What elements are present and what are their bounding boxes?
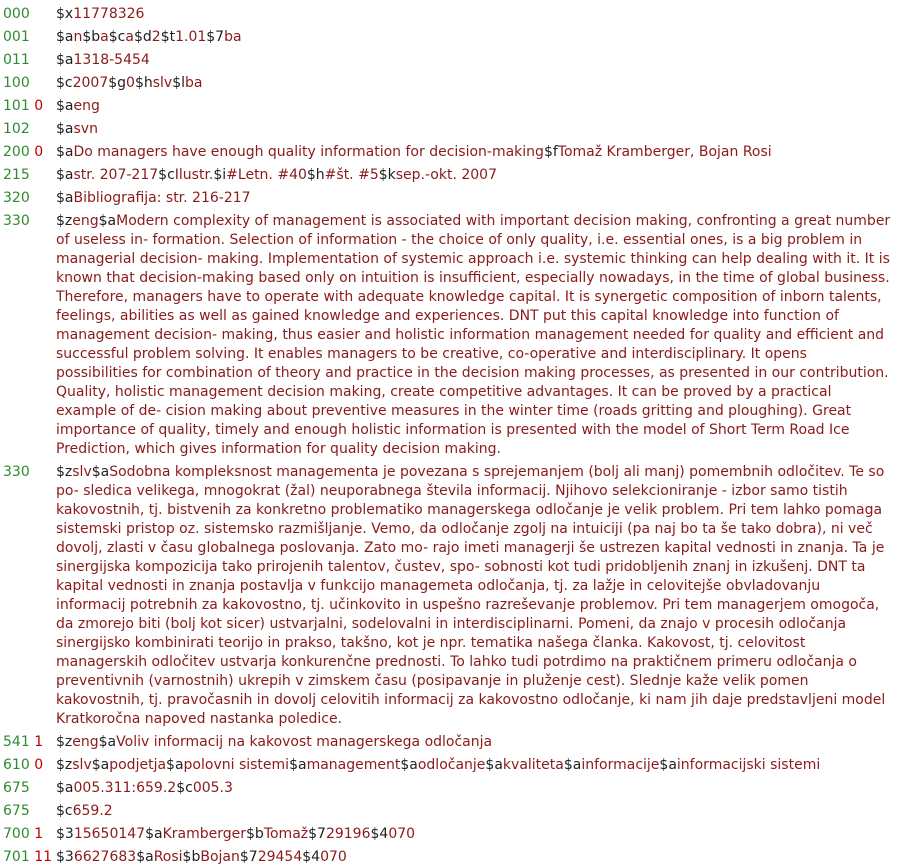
- field-indicator: 0: [34, 144, 44, 160]
- subfield-code: $h: [134, 75, 153, 91]
- field-tag-cell: [0, 779, 56, 798]
- subfield-code: $7: [206, 29, 225, 45]
- field-indicator: 0: [34, 98, 44, 114]
- subfield-value: 659.2: [72, 803, 113, 819]
- subfield-value: Sodobna kompleksnost managementa je povezana s sprejemanjem (bolj ali manj) pomembnih odločitev. Te so po- sledica velikega, mnogokrat (žal) neuporabnega števila informacij. Njihovo selekcioniranje - izbor samo tistih kakovostnih, tj. bistvenih za konkretno problematiko managerskega odločanje je velik problem. Pri tem lahko pomaga sistemski pristop oz. sistemsko razmišljanje. Vemo, da odločanje zgolj na intuiciji (pa naj bo ta še tako dobra), ni več dovolj, zlasti v času globalnega poslovanja. Zato mo- rajo imeti managerji še ustrezen kapital vednosti in znanja. Ta je sinergijska kompozicija tako prirojenih talentov, čustev, spo- sobnosti kot tudi pridobljenih znanj in izkušenj. DNT ta kapital vednosti in znanja postavlja v funkcijo managemeta odločanja, tj. za lažje in celovitejše obvladovanju informacij potrebnih za kakovostno, tj. učinkovito in uspešno razreševanje problemov. Pri tem managerjem omogoča, da zmorejo biti (bolj kot sicer) ustvarjalni, sodelovalni in interdisciplinarni. Pomeni, da znajo v procesih odločanja sinergijsko kombinirati teorijo in prakso, takšno, kot je npr. tematika našega članka. Kakovost, tj. celovitost managerskih odločitev ustvarja konkurenčne prednosti. To lahko tudi potrdimo na praktičnem primeru odločanja o preventivnih (varnostnih) ukrepih v zimskem času (posipavanje in pluženje cest). Slednje kaže velik pomen kakovostnih, tj. pravočasnih in dovolj celovitih informacij za kakovostno odločanje, ki nam jih daje predstavljeni model Kratkoročna napoved nastanka poledice.: [56, 464, 886, 727]
- field-content: [56, 779, 892, 798]
- subfield-code: $4: [302, 849, 321, 865]
- field-content: [56, 143, 892, 162]
- subfield-code: $a: [56, 121, 74, 137]
- field-tag: 320: [3, 190, 30, 206]
- subfield-value: 11778326: [73, 6, 145, 22]
- field-tag: 215: [3, 167, 30, 183]
- field-tag-cell: [0, 143, 56, 162]
- field-tag: 102: [3, 121, 30, 137]
- marc-field-100: [0, 74, 900, 93]
- field-tag: 701: [3, 849, 30, 865]
- subfield-value: a: [100, 29, 109, 45]
- field-tag-cell: [0, 825, 56, 844]
- field-content: [56, 189, 892, 208]
- field-content: [56, 51, 892, 70]
- subfield-value: Voliv informacij na kakovost managerskega odločanja: [116, 734, 493, 750]
- subfield-value: 070: [320, 849, 347, 865]
- subfield-code: $z: [56, 464, 73, 480]
- subfield-code: $3: [56, 849, 74, 865]
- subfield-code: $c: [56, 75, 73, 91]
- subfield-value: ba: [224, 29, 242, 45]
- subfield-code: $b: [182, 849, 201, 865]
- field-tag-cell: [0, 166, 56, 185]
- subfield-value: 15650147: [73, 826, 146, 842]
- field-tag: 200: [3, 144, 30, 160]
- subfield-code: $a: [56, 52, 74, 68]
- subfield-value: Ilustr.: [174, 167, 214, 183]
- subfield-code: $4: [370, 826, 389, 842]
- marc-field-215: [0, 166, 900, 185]
- subfield-value: odločanje: [417, 757, 486, 773]
- subfield-value: 6627683: [73, 849, 137, 865]
- field-tag-cell: [0, 189, 56, 208]
- field-indicator: 11: [34, 849, 53, 865]
- subfield-code: $i: [213, 167, 227, 183]
- subfield-value: 005.311:659.2: [73, 780, 177, 796]
- subfield-value: informacije: [581, 757, 660, 773]
- field-content: [56, 756, 892, 775]
- subfield-code: $a: [91, 757, 110, 773]
- field-tag: 100: [3, 75, 30, 91]
- subfield-code: $a: [98, 213, 117, 229]
- subfield-value: str. 207-217: [73, 167, 159, 183]
- subfield-value: 1.01: [175, 29, 207, 45]
- field-indicator: 1: [34, 826, 44, 842]
- field-indicator: 1: [34, 734, 44, 750]
- marc-field-675: [0, 779, 900, 798]
- field-tag-cell: [0, 28, 56, 47]
- subfield-value: svn: [73, 121, 98, 137]
- subfield-value: management: [306, 757, 401, 773]
- subfield-code: $a: [56, 98, 74, 114]
- field-tag-cell: [0, 848, 56, 867]
- marc-field-102: [0, 120, 900, 139]
- field-tag-cell: [0, 733, 56, 752]
- field-tag-cell: [0, 212, 56, 459]
- field-tag: 000: [3, 6, 30, 22]
- subfield-code: $a: [56, 780, 74, 796]
- subfield-code: $b: [82, 29, 101, 45]
- subfield-code: $a: [166, 757, 184, 773]
- field-tag: 675: [3, 803, 30, 819]
- field-tag: 700: [3, 826, 30, 842]
- subfield-code: $z: [56, 734, 73, 750]
- subfield-value: Tomaž Kramberger, Bojan Rosi: [557, 144, 772, 160]
- subfield-value: podjetja: [109, 757, 167, 773]
- field-tag-cell: [0, 74, 56, 93]
- field-tag-cell: [0, 802, 56, 821]
- field-tag-cell: [0, 756, 56, 775]
- subfield-value: a: [125, 29, 134, 45]
- subfield-value: Bibliografija: str. 216-217: [73, 190, 251, 206]
- subfield-code: $7: [239, 849, 258, 865]
- marc-field-200: [0, 143, 900, 162]
- subfield-code: $a: [659, 757, 677, 773]
- subfield-code: $a: [563, 757, 582, 773]
- subfield-value: 29196: [325, 826, 371, 842]
- subfield-code: $t: [160, 29, 176, 45]
- subfield-code: $k: [378, 167, 396, 183]
- marc-field-001: [0, 28, 900, 47]
- marc-field-330: [0, 463, 900, 729]
- subfield-value: polovni sistemi: [183, 757, 290, 773]
- subfield-value: 0: [126, 75, 135, 91]
- field-tag-cell: [0, 97, 56, 116]
- subfield-code: $l: [172, 75, 186, 91]
- subfield-value: eng: [72, 213, 99, 229]
- subfield-value: #Letn. #40: [226, 167, 307, 183]
- subfield-value: 2007: [72, 75, 109, 91]
- subfield-code: $a: [56, 29, 74, 45]
- subfield-code: $f: [543, 144, 558, 160]
- subfield-value: 1318-5454: [73, 52, 150, 68]
- subfield-code: $a: [91, 464, 110, 480]
- field-tag: 011: [3, 52, 30, 68]
- subfield-code: $d: [133, 29, 152, 45]
- subfield-value: Do managers have enough quality information for decision-making: [73, 144, 544, 160]
- subfield-code: $c: [176, 780, 193, 796]
- field-content: [56, 825, 892, 844]
- subfield-value: ba: [185, 75, 203, 91]
- marc-field-701: [0, 848, 900, 867]
- subfield-value: 070: [388, 826, 416, 842]
- marc-field-011: [0, 51, 900, 70]
- subfield-code: $a: [56, 144, 74, 160]
- field-content: [56, 74, 892, 93]
- field-content: [56, 848, 892, 867]
- subfield-value: Bojan: [200, 849, 240, 865]
- subfield-code: $7: [308, 826, 326, 842]
- subfield-value: 005.3: [192, 780, 233, 796]
- field-content: [56, 463, 892, 729]
- field-content: [56, 166, 892, 185]
- marc-field-330: [0, 212, 900, 459]
- marc-field-610: [0, 756, 900, 775]
- subfield-value: slv: [152, 75, 173, 91]
- field-tag-cell: [0, 120, 56, 139]
- subfield-code: $x: [56, 6, 74, 22]
- field-tag: 330: [3, 464, 30, 480]
- subfield-code: $a: [98, 734, 117, 750]
- marc-field-000: [0, 5, 900, 24]
- subfield-code: $c: [56, 803, 73, 819]
- subfield-value: n: [73, 29, 83, 45]
- field-tag: 001: [3, 29, 30, 45]
- subfield-code: $a: [289, 757, 307, 773]
- subfield-value: 2: [151, 29, 161, 45]
- subfield-code: $3: [56, 826, 74, 842]
- field-indicator: 0: [34, 757, 44, 773]
- subfield-code: $a: [145, 826, 163, 842]
- field-content: [56, 212, 892, 459]
- subfield-value: slv: [72, 757, 92, 773]
- subfield-value: sep.-okt. 2007: [395, 167, 497, 183]
- subfield-value: 29454: [257, 849, 303, 865]
- subfield-code: $h: [306, 167, 325, 183]
- subfield-value: slv: [72, 464, 92, 480]
- subfield-code: $a: [400, 757, 418, 773]
- subfield-code: $b: [246, 826, 264, 842]
- marc-field-101: [0, 97, 900, 116]
- field-content: [56, 733, 892, 752]
- field-tag: 330: [3, 213, 30, 229]
- subfield-code: $a: [56, 190, 74, 206]
- subfield-value: kvaliteta: [502, 757, 564, 773]
- subfield-code: $a: [56, 167, 74, 183]
- subfield-code: $c: [108, 29, 126, 45]
- subfield-value: #št. #5: [324, 167, 379, 183]
- subfield-value: Rosi: [153, 849, 183, 865]
- field-tag-cell: [0, 463, 56, 729]
- subfield-code: $z: [56, 213, 73, 229]
- marc-field-541: [0, 733, 900, 752]
- field-content: [56, 802, 892, 821]
- marc-field-320: [0, 189, 900, 208]
- subfield-value: Kramberger: [162, 826, 247, 842]
- field-tag: 101: [3, 98, 30, 114]
- field-tag: 675: [3, 780, 30, 796]
- marc-field-675: [0, 802, 900, 821]
- subfield-value: Modern complexity of management is associated with important decision making, confronting a great number of useless in- formation. Selection of information - the choice of only quality, i.e. essential ones, is a big problem in managerial decision- making. Implementation of systemic approach i.e. systemic thinking can help dealing with it. It is known that decision-making based only on intuition is insufficient, especially nowadays, in the time of global business. Therefore, managers have to operate with adequate knowledge capital. It is synergetic composition of inborn talents, feelings, abilities as well as gained knowledge and experiences. DNT put this capital knowledge into function of management decision- making, thus easier and holistic information management needed for quality and efficient and successful problem solving. It enables managers to be creative, co-operative and interdisciplinary. It opens possibilities for combination of theory and practice in the decision making processes, as presented in our contribution. Quality, holistic management decision making, create competitive advantages. It can be proved by a practical example of de- cision making about preventive measures in the winter time (roads gritting and ploughing). Great importance of quality, timely and enough holistic information is presented with the model of Short Term Road Ice Prediction, which gives information for quality decision making.: [56, 213, 891, 457]
- field-tag-cell: [0, 51, 56, 70]
- subfield-code: $z: [56, 757, 73, 773]
- field-content: [56, 5, 892, 24]
- subfield-code: $c: [158, 167, 175, 183]
- field-tag-cell: [0, 5, 56, 24]
- subfield-code: $a: [136, 849, 154, 865]
- field-tag: 541: [3, 734, 30, 750]
- subfield-value: eng: [73, 98, 100, 114]
- field-content: [56, 97, 892, 116]
- field-content: [56, 120, 892, 139]
- marc-field-700: [0, 825, 900, 844]
- subfield-value: informacijski sistemi: [676, 757, 821, 773]
- subfield-code: $g: [108, 75, 127, 91]
- field-tag: 610: [3, 757, 30, 773]
- subfield-code: $a: [485, 757, 503, 773]
- subfield-value: eng: [72, 734, 99, 750]
- field-content: [56, 28, 892, 47]
- subfield-value: Tomaž: [263, 826, 309, 842]
